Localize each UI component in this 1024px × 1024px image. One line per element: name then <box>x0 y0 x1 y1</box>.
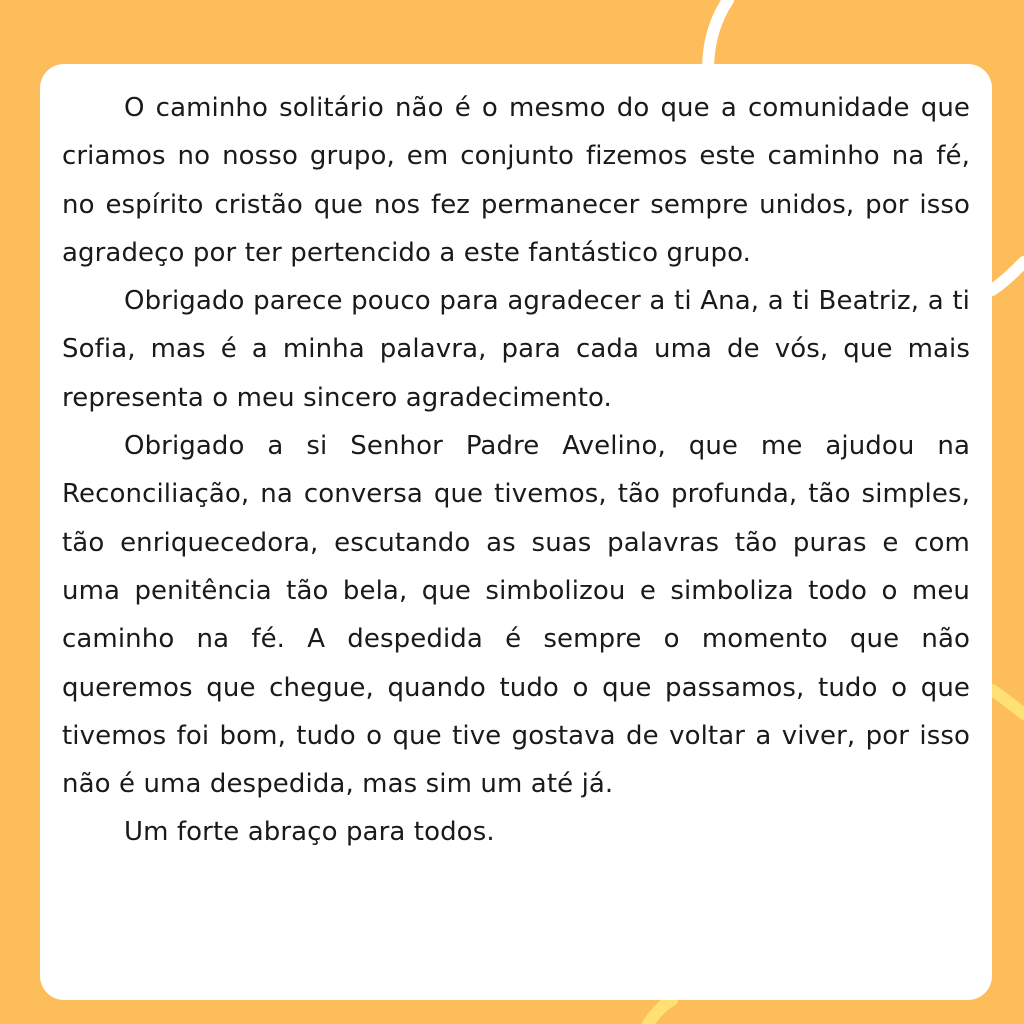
paragraph-2: Obrigado parece pouco para agradecer a ti Ana, a ti Beatriz, a ti Sofia, mas é a minha palavra, para cada uma de vós, que mais representa o meu sincero agradecimento. <box>62 286 970 413</box>
letter-card <box>40 64 992 1000</box>
white-curve-top-right <box>708 0 728 70</box>
paragraph-1: O caminho solitário não é o mesmo do que a comunidade que criamos no nosso grupo, em conjunto fizemos este caminho na fé, no espírito cristão que nos fez permanecer sempre unidos, por isso agradeço por ter pertencido a este fantástico grupo. <box>62 93 970 268</box>
yellow-curve-bottom <box>648 1000 672 1024</box>
paragraph-3: Obrigado a si Senhor Padre Avelino, que me ajudou na Reconciliação, na conversa que tivemos, tão profunda, tão simples, tão enriquecedora, escutando as suas palavras tão puras e com uma penitência tão bela, que simbolizou e simboliza todo o meu caminho na fé. A despedida é sempre o momento que não queremos que chegue, quando tudo o que passamos, tudo o que tivemos foi bom, tudo o que tive gostava de voltar a viver, por isso não é uma despedida, mas sim um até já. <box>62 431 970 800</box>
paragraph-4: Um forte abraço para todos. <box>124 817 495 848</box>
yellow-curve-right <box>992 690 1024 714</box>
white-curve-right <box>992 262 1024 290</box>
